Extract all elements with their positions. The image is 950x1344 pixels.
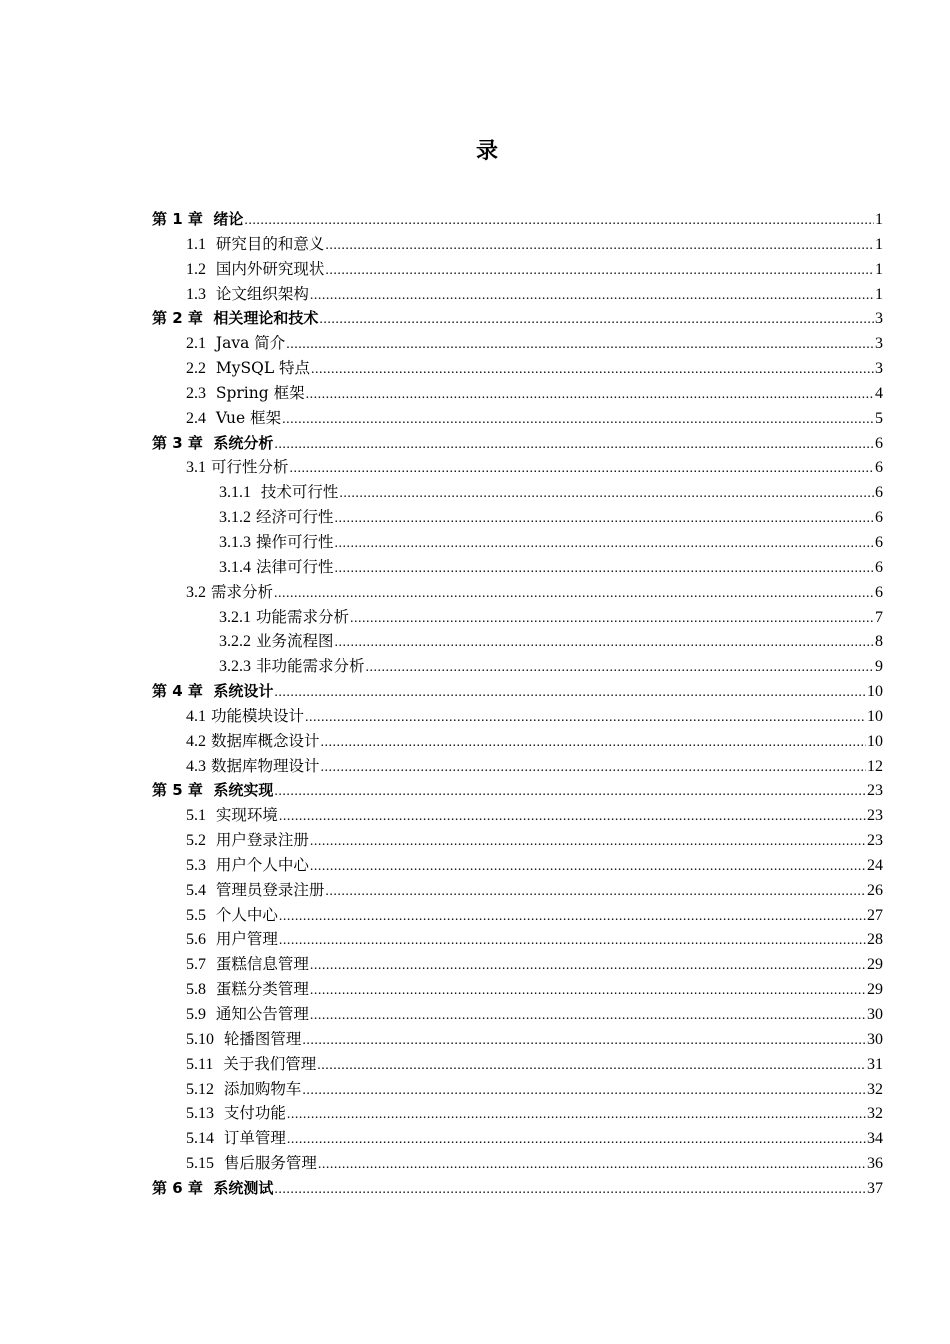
toc-entry-number: 3.2	[186, 583, 206, 601]
toc-dot-leader	[279, 905, 866, 930]
toc-page-number: 6	[875, 434, 883, 452]
toc-entry-title: 经济可行性	[255, 508, 334, 527]
toc-page-number: 29	[867, 956, 883, 974]
toc-entry-title: 数据库物理设计	[210, 756, 320, 775]
toc-entry-number: 5.8	[186, 981, 206, 999]
toc-entry-title: 实现环境	[215, 806, 278, 825]
toc-entry-number: 5.14	[186, 1130, 214, 1148]
toc-entry-title: 非功能需求分析	[255, 657, 365, 676]
toc-entry-number: 5.4	[186, 881, 206, 899]
toc-page-number: 30	[867, 1006, 883, 1023]
toc-section-entry[interactable]	[152, 803, 883, 828]
toc-dot-leader	[287, 1103, 866, 1128]
toc-dot-leader	[339, 482, 874, 507]
toc-dot-leader	[274, 1178, 866, 1203]
toc-page-number: 23	[867, 782, 883, 800]
toc-page-number: 5	[875, 409, 883, 427]
toc-entry-title: 功能模块设计	[210, 706, 304, 725]
toc-entry-number: 5.12	[186, 1080, 214, 1098]
toc-section-entry[interactable]	[152, 1126, 883, 1151]
toc-dot-leader	[320, 756, 866, 781]
toc-dot-leader	[311, 358, 874, 383]
toc-entry-spacer	[206, 803, 216, 828]
toc-entry-number: 5.13	[186, 1105, 214, 1123]
toc-dot-leader	[310, 979, 866, 1004]
toc-entry-title: 研究目的和意义	[215, 234, 325, 253]
toc-dot-leader	[279, 805, 866, 830]
toc-section-entry[interactable]	[152, 1101, 883, 1126]
toc-dot-leader	[310, 284, 874, 309]
toc-dot-leader	[305, 706, 866, 731]
toc-entry-spacer	[203, 679, 213, 704]
toc-entry-title: 系统分析	[213, 433, 274, 452]
toc-section-entry[interactable]	[152, 1052, 883, 1077]
toc-entry-title: Vue 框架	[215, 408, 282, 427]
toc-chapter-entry[interactable]	[152, 778, 883, 803]
toc-entry-title: 业务流程图	[255, 632, 334, 651]
toc-page-number: 32	[867, 1080, 883, 1098]
toc-dot-leader	[302, 1079, 866, 1104]
toc-entry-title: 系统设计	[213, 682, 274, 701]
toc-entry-title: 订单管理	[223, 1129, 286, 1148]
toc-entry-title: 用户个人中心	[215, 855, 309, 874]
toc-section-entry[interactable]	[152, 455, 883, 480]
toc-dot-leader	[310, 830, 866, 855]
toc-entry-title: 系统实现	[213, 781, 274, 800]
toc-section-entry[interactable]	[152, 1077, 883, 1102]
toc-entry-number: 5.10	[186, 1030, 214, 1048]
toc-section-entry[interactable]	[152, 754, 883, 779]
toc-entry-number: 4.1	[186, 707, 206, 725]
toc-section-entry[interactable]	[152, 356, 883, 381]
toc-chapter-entry[interactable]	[152, 431, 883, 456]
toc-entry-spacer	[206, 878, 216, 903]
toc-entry-title: 售后服务管理	[223, 1154, 317, 1173]
toc-page-number: 10	[867, 732, 883, 750]
toc-chapter-entry[interactable]	[152, 1176, 883, 1201]
toc-entry-number: 3.1.3	[219, 533, 251, 551]
toc-dot-leader	[325, 259, 874, 284]
toc-entry-spacer	[206, 1002, 216, 1027]
toc-entry-spacer	[203, 207, 213, 232]
toc-page-number: 4	[875, 384, 883, 402]
toc-entry-number: 第 2 章	[152, 309, 203, 328]
toc-entry-spacer	[206, 282, 216, 307]
toc-entry-number: 第 1 章	[152, 210, 203, 228]
toc-subsection-entry[interactable]	[152, 530, 883, 555]
toc-entry-spacer	[203, 1176, 213, 1201]
toc-section-entry[interactable]	[152, 977, 883, 1002]
toc-subsection-entry[interactable]	[152, 654, 883, 679]
toc-page-number: 6	[875, 558, 883, 576]
toc-entry-number: 5.3	[186, 856, 206, 874]
toc-entry-number: 3.1.2	[219, 509, 251, 527]
toc-entry-spacer	[214, 1027, 224, 1052]
toc-section-entry[interactable]	[152, 878, 883, 903]
toc-entry-spacer	[214, 1101, 224, 1126]
toc-page-number: 23	[867, 832, 883, 850]
toc-entry-title: 功能需求分析	[255, 607, 349, 626]
toc-entry-title: 国内外研究现状	[215, 259, 325, 278]
toc-entry-number: 5.5	[186, 906, 206, 924]
toc-entry-spacer	[206, 381, 216, 406]
toc-dot-leader	[334, 507, 874, 532]
toc-entry-number: 第 6 章	[152, 1178, 203, 1197]
toc-dot-leader	[274, 780, 866, 805]
page-title: 录	[475, 139, 498, 164]
toc-entry-spacer	[214, 1077, 224, 1102]
toc-dot-leader	[325, 880, 866, 905]
toc-entry-title: 蛋糕信息管理	[215, 955, 309, 974]
toc-dot-leader	[317, 1054, 866, 1079]
toc-dot-leader	[334, 631, 874, 656]
toc-entry-title: 添加购物车	[223, 1079, 302, 1098]
toc-entry-title: 需求分析	[210, 582, 273, 601]
toc-chapter-entry[interactable]	[152, 207, 883, 232]
toc-entry-title: 轮播图管理	[223, 1029, 302, 1048]
table-of-contents	[152, 207, 883, 1201]
toc-dot-leader	[310, 1004, 866, 1029]
toc-dot-leader	[287, 1128, 866, 1153]
toc-section-entry[interactable]	[152, 406, 883, 431]
toc-entry-number: 第 4 章	[152, 682, 203, 701]
toc-entry-number: 第 3 章	[152, 433, 203, 452]
toc-entry-number: 3.1	[186, 459, 206, 477]
toc-dot-leader	[350, 607, 874, 632]
toc-dot-leader	[318, 1153, 866, 1178]
toc-entry-number: 2.2	[186, 360, 206, 378]
toc-section-entry[interactable]	[152, 257, 883, 282]
toc-entry-title: Java 简介	[215, 334, 286, 353]
toc-entry-number: 4.3	[186, 757, 206, 775]
toc-dot-leader	[274, 681, 866, 706]
toc-section-entry[interactable]	[152, 903, 883, 928]
toc-entry-spacer	[206, 257, 216, 282]
toc-page-number: 10	[867, 707, 883, 725]
toc-section-entry[interactable]	[152, 1002, 883, 1027]
toc-entry-number: 5.15	[186, 1155, 214, 1173]
toc-entry-title: 支付功能	[223, 1104, 286, 1123]
toc-entry-spacer	[214, 1126, 224, 1151]
toc-page-number: 10	[867, 683, 883, 701]
toc-entry-number: 3.2.3	[219, 658, 251, 676]
toc-entry-title: 蛋糕分类管理	[215, 980, 309, 999]
toc-entry-number: 1.2	[186, 260, 206, 278]
toc-entry-title: 操作可行性	[255, 532, 334, 551]
toc-page-number: 28	[867, 931, 883, 949]
toc-entry-title: 用户管理	[215, 930, 278, 949]
toc-entry-spacer	[203, 431, 213, 456]
toc-section-entry[interactable]	[152, 282, 883, 307]
toc-subsection-entry[interactable]	[152, 605, 883, 630]
toc-section-entry[interactable]	[152, 952, 883, 977]
toc-entry-title: 相关理论和技术	[213, 309, 319, 328]
toc-section-entry[interactable]	[152, 1027, 883, 1052]
toc-page-number: 30	[867, 1030, 883, 1048]
toc-entry-number: 3.2.2	[219, 633, 251, 651]
toc-dot-leader	[289, 457, 874, 482]
toc-page-number: 9	[875, 658, 883, 676]
toc-entry-title: 关于我们管理	[223, 1054, 317, 1073]
toc-chapter-entry[interactable]	[152, 306, 883, 331]
toc-entry-number: 5.9	[186, 1006, 206, 1023]
toc-section-entry[interactable]	[152, 381, 883, 406]
toc-section-entry[interactable]	[152, 729, 883, 754]
toc-entry-title: 系统测试	[213, 1178, 274, 1197]
toc-entry-number: 5.7	[186, 956, 206, 974]
toc-dot-leader	[274, 582, 874, 607]
toc-dot-leader	[274, 433, 874, 458]
toc-dot-leader	[302, 1029, 866, 1054]
toc-entry-number: 2.1	[186, 335, 206, 353]
toc-entry-title: 通知公告管理	[215, 1005, 309, 1023]
toc-page-number: 6	[875, 583, 883, 601]
toc-page-number: 3	[875, 360, 883, 378]
toc-page-number: 12	[867, 757, 883, 775]
toc-entry-number: 第 5 章	[152, 781, 203, 800]
toc-entry-number: 1.3	[186, 285, 206, 303]
toc-entry-number: 5.11	[186, 1055, 214, 1073]
toc-entry-title: 法律可行性	[255, 557, 334, 576]
toc-page-number: 36	[867, 1155, 883, 1173]
toc-entry-number: 5.6	[186, 931, 206, 949]
toc-entry-title: MySQL 特点	[215, 359, 311, 378]
toc-entry-spacer	[206, 232, 216, 257]
toc-page-number: 34	[867, 1130, 883, 1148]
toc-section-entry[interactable]	[152, 232, 883, 257]
toc-dot-leader	[319, 308, 874, 333]
toc-entry-spacer	[251, 480, 261, 505]
toc-page-number: 6	[875, 533, 883, 551]
toc-entry-title: 用户登录注册	[215, 831, 309, 850]
toc-page-number: 32	[867, 1105, 883, 1123]
toc-page-number: 31	[867, 1055, 883, 1073]
toc-entry-number: 1.1	[186, 235, 206, 253]
toc-entry-title: 个人中心	[215, 905, 278, 924]
toc-section-entry[interactable]	[152, 828, 883, 853]
toc-dot-leader	[306, 383, 874, 408]
toc-entry-spacer	[206, 927, 216, 952]
toc-page-number: 3	[875, 335, 883, 353]
toc-dot-leader	[310, 954, 866, 979]
toc-entry-number: 5.1	[186, 807, 206, 825]
toc-entry-title: Spring 框架	[215, 383, 305, 402]
toc-section-entry[interactable]	[152, 704, 883, 729]
toc-section-entry[interactable]	[152, 580, 883, 605]
toc-entry-number: 5.2	[186, 832, 206, 850]
toc-page-number: 6	[875, 459, 883, 477]
toc-entry-title: 数据库概念设计	[210, 731, 320, 750]
toc-entry-spacer	[206, 331, 216, 356]
toc-subsection-entry[interactable]	[152, 505, 883, 530]
toc-entry-title: 绪论	[213, 210, 244, 228]
toc-entry-spacer	[214, 1151, 224, 1176]
toc-entry-number: 4.2	[186, 732, 206, 750]
toc-page-number: 1	[875, 285, 883, 303]
toc-dot-leader	[286, 333, 874, 358]
toc-dot-leader	[279, 929, 866, 954]
toc-page-number: 1	[875, 260, 883, 278]
toc-entry-spacer	[206, 356, 216, 381]
toc-page-number: 29	[867, 981, 883, 999]
toc-page-number: 6	[875, 484, 883, 502]
toc-dot-leader	[244, 209, 874, 234]
toc-entry-title: 管理员登录注册	[215, 880, 325, 899]
toc-page-number: 1	[875, 211, 883, 228]
toc-chapter-entry[interactable]	[152, 679, 883, 704]
toc-section-entry[interactable]	[152, 1151, 883, 1176]
toc-dot-leader	[282, 408, 874, 433]
toc-entry-number: 3.2.1	[219, 608, 251, 626]
toc-entry-number: 2.3	[186, 384, 206, 402]
toc-page-number: 26	[867, 881, 883, 899]
toc-section-entry[interactable]	[152, 927, 883, 952]
toc-entry-spacer	[206, 853, 216, 878]
toc-subsection-entry[interactable]	[152, 480, 883, 505]
toc-dot-leader	[325, 234, 874, 259]
toc-entry-spacer	[206, 406, 216, 431]
toc-dot-leader	[334, 557, 874, 582]
toc-entry-spacer	[203, 306, 213, 331]
toc-subsection-entry[interactable]	[152, 555, 883, 580]
toc-section-entry[interactable]	[152, 331, 883, 356]
toc-page-number: 24	[867, 856, 883, 874]
toc-dot-leader	[310, 855, 866, 880]
toc-entry-title: 论文组织架构	[215, 284, 309, 303]
toc-entry-spacer	[206, 977, 216, 1002]
toc-dot-leader	[320, 731, 866, 756]
toc-page-number: 37	[867, 1179, 883, 1197]
toc-entry-number: 3.1.1	[219, 484, 251, 502]
toc-dot-leader	[365, 656, 874, 681]
toc-page-number: 7	[875, 608, 883, 626]
toc-entry-spacer	[203, 778, 213, 803]
toc-section-entry[interactable]	[152, 853, 883, 878]
toc-subsection-entry[interactable]	[152, 629, 883, 654]
toc-entry-spacer	[206, 952, 216, 977]
toc-entry-title: 可行性分析	[210, 458, 289, 477]
toc-entry-title: 技术可行性	[260, 483, 339, 502]
toc-page-number: 6	[875, 509, 883, 527]
toc-entry-spacer	[213, 1052, 223, 1077]
toc-page-number: 1	[875, 235, 883, 253]
toc-entry-number: 2.4	[186, 409, 206, 427]
toc-page-number: 3	[875, 310, 883, 328]
toc-page-number: 8	[875, 633, 883, 651]
toc-dot-leader	[334, 532, 874, 557]
toc-entry-number: 3.1.4	[219, 558, 251, 576]
toc-entry-spacer	[206, 828, 216, 853]
toc-entry-spacer	[206, 903, 216, 928]
toc-page-number: 27	[867, 906, 883, 924]
toc-page-number: 23	[867, 807, 883, 825]
